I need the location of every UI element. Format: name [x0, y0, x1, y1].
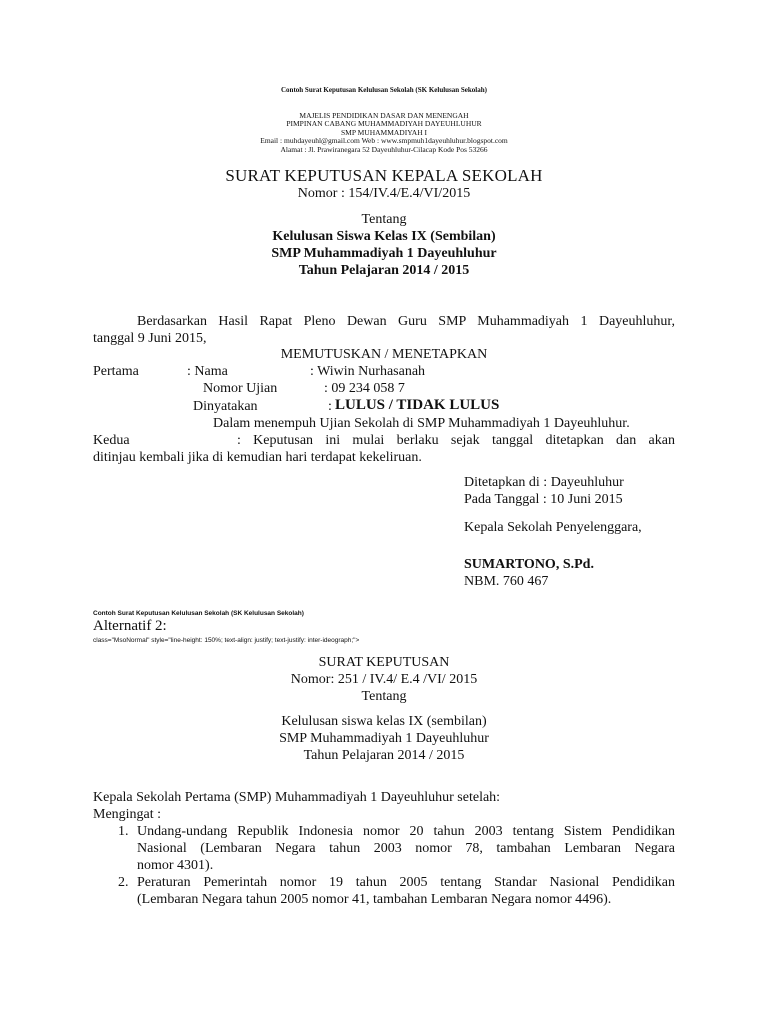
- signer-nbm: NBM. 760 467: [464, 574, 549, 589]
- nama-label: : Nama: [187, 364, 228, 379]
- kedua-text-1: : Keputusan ini mulai berlaku sejak tanggal ditetapkan dan akan: [237, 433, 675, 448]
- kedua-text-2: ditinjau kembali jika di kemudian hari terdapat kekeliruan.: [93, 450, 422, 465]
- list-line: Nasional (Lembaran Negara tahun 2003 nomor 78, tambahan Lembaran Negara: [137, 841, 675, 856]
- menempuh-line: Dalam menempuh Ujian Sekolah di SMP Muhammadiyah 1 Dayeuhluhur.: [213, 416, 630, 431]
- mengingat-label: Mengingat :: [93, 807, 162, 822]
- letterhead-line: PIMPINAN CABANG MUHAMMADIYAH DAYEUHLUHUR: [286, 119, 482, 129]
- ditetapkan-di: Ditetapkan di : Dayeuhluhur: [464, 475, 624, 490]
- sk2-intro: Kepala Sekolah Pertama (SMP) Muhammadiyah 1 Dayeuhluhur setelah:: [93, 790, 501, 805]
- list-number: 2.: [118, 875, 129, 890]
- decree-tentang: Tentang: [361, 212, 407, 227]
- list-line: nomor 4301).: [137, 858, 214, 873]
- sk2-number: Nomor: 251 / IV.4/ E.4 /VI/ 2015: [290, 672, 478, 687]
- letterhead-line: Alamat : Jl. Prawiranegara 52 Dayeuhluhur-Cilacap Kode Pos 53266: [280, 144, 488, 154]
- sk2-tentang: Tentang: [361, 689, 407, 704]
- list-line: Peraturan Pemerintah nomor 19 tahun 2005 tentang Standar Nasional Pendidikan: [137, 875, 675, 890]
- sk2-subject-2: SMP Muhammadiyah 1 Dayeuhluhur: [279, 731, 489, 746]
- decree-subject-2: SMP Muhammadiyah 1 Dayeuhluhur: [271, 246, 497, 261]
- document-caption: Contoh Surat Keputusan Kelulusan Sekolah (SK Kelulusan Sekolah): [281, 86, 487, 94]
- sk2-subject-1: Kelulusan siswa kelas IX (sembilan): [281, 714, 487, 729]
- letterhead: [0, 112, 768, 154]
- list-number: 1.: [118, 824, 129, 839]
- dinyatakan-colon: :: [328, 399, 332, 414]
- kepala-sekolah-title: Kepala Sekolah Penyelenggara,: [464, 520, 642, 535]
- nama-value: : Wiwin Nurhasanah: [310, 364, 426, 379]
- stray-code-text: class="MsoNormal" style="line-height: 150%; text-align: justify; text-justify: inter-ideograph;">: [93, 637, 360, 644]
- decree-subject-3: Tahun Pelajaran 2014 / 2015: [298, 263, 470, 278]
- decree-title: SURAT KEPUTUSAN KEPALA SEKOLAH: [225, 166, 543, 185]
- pertama-label: Pertama: [93, 364, 139, 379]
- letterhead-line: SMP MUHAMMADIYAH I: [341, 127, 427, 137]
- kedua-label: Kedua: [93, 433, 130, 448]
- alt-caption: Contoh Surat Keputusan Kelulusan Sekolah (SK Kelulusan Sekolah): [93, 610, 304, 617]
- letterhead-line: Email : muhdayeuhl@gmail.com Web : www.smpmuh1dayeuhluhur.blogspot.com: [260, 136, 508, 146]
- memutuskan-heading: MEMUTUSKAN / MENETAPKAN: [280, 347, 488, 362]
- sk2-subject-3: Tahun Pelajaran 2014 / 2015: [303, 748, 465, 763]
- alt-label: Alternatif 2:: [93, 618, 167, 634]
- decree-number: Nomor : 154/IV.4/E.4/VI/2015: [297, 186, 471, 201]
- nomor-ujian-value: : 09 234 058 7: [324, 381, 405, 396]
- list-line: Undang-undang Republik Indonesia nomor 20 tahun 2003 tentang Sistem Pendidikan: [137, 824, 675, 839]
- dinyatakan-label: Dinyatakan: [193, 399, 258, 414]
- letterhead-line: MAJELIS PENDIDIKAN DASAR DAN MENENGAH: [299, 111, 469, 120]
- decree-subject-1: Kelulusan Siswa Kelas IX (Sembilan): [272, 229, 496, 244]
- sk2-title: SURAT KEPUTUSAN: [318, 655, 450, 670]
- intro-line-1: Berdasarkan Hasil Rapat Pleno Dewan Guru SMP Muhammadiyah 1 Dayeuhluhur,: [137, 314, 675, 329]
- intro-line-2: tanggal 9 Juni 2015,: [93, 331, 207, 346]
- nomor-ujian-label: Nomor Ujian: [203, 381, 278, 396]
- list-line: (Lembaran Negara tahun 2005 nomor 41, tambahan Lembaran Negara nomor 4496).: [137, 892, 612, 907]
- pada-tanggal: Pada Tanggal : 10 Juni 2015: [464, 492, 623, 507]
- dinyatakan-value: LULUS / TIDAK LULUS: [335, 397, 500, 413]
- signer-name: SUMARTONO, S.Pd.: [464, 557, 594, 572]
